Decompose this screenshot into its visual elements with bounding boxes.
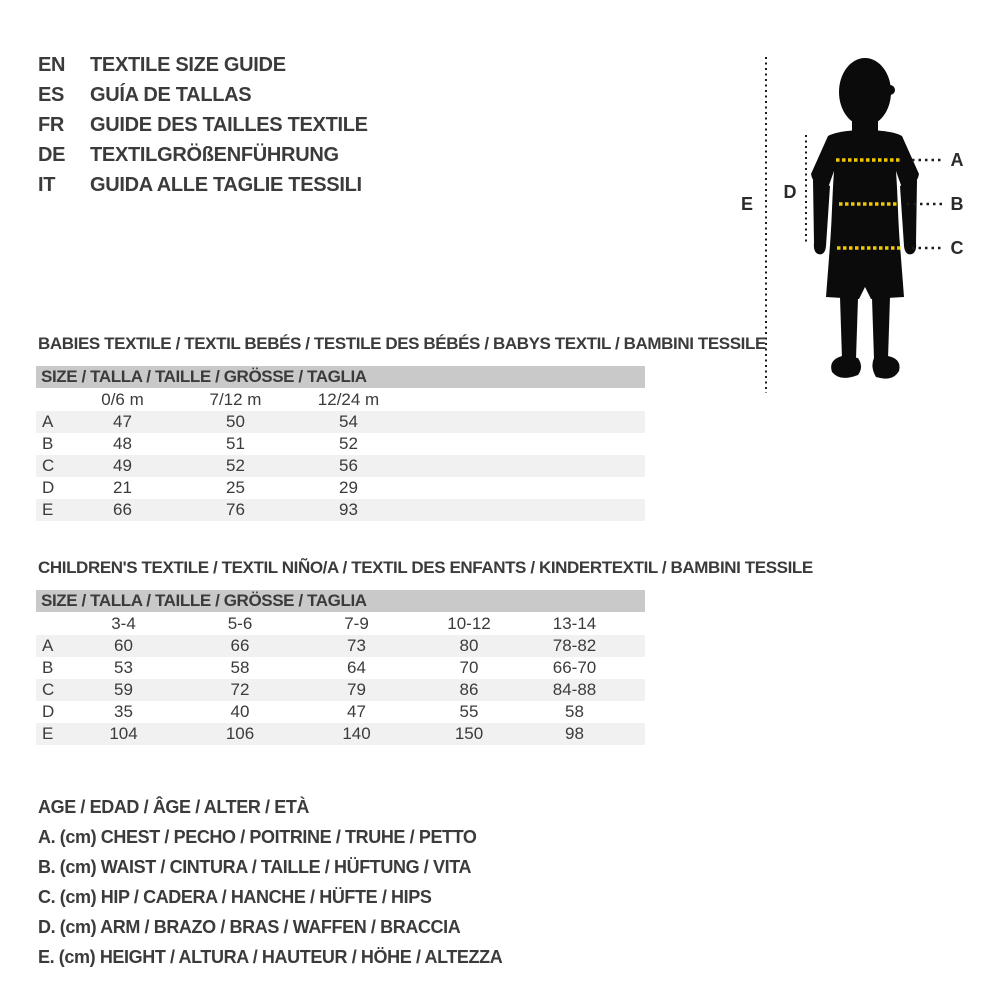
row-label: E [42, 724, 54, 743]
table-cell: 79 [347, 680, 366, 699]
children-table-rows [36, 635, 645, 745]
marker-label-c: C [950, 238, 964, 258]
language-label: GUIDA ALLE TAGLIE TESSILI [90, 173, 362, 196]
table-cell: 104 [109, 724, 138, 743]
babies-column-header-row [36, 388, 645, 411]
language-code: ES [38, 83, 65, 106]
table-cell: 80 [459, 636, 479, 655]
marker-label-d: D [783, 182, 797, 202]
legend-line: AGE / EDAD / ÂGE / ALTER / ETÀ [38, 797, 310, 817]
table-cell: 54 [339, 412, 358, 431]
row-label: D [42, 702, 55, 721]
table-cell: 66 [230, 636, 250, 655]
table-cell: 55 [459, 702, 479, 721]
table-cell: 72 [230, 680, 250, 699]
babies-size-table [36, 366, 645, 521]
table-cell: 76 [226, 500, 245, 519]
table-cell: 150 [454, 724, 484, 743]
column-spacer [36, 612, 66, 635]
children-section-title: CHILDREN'S TEXTILE / TEXTIL NIÑO/A / TEXTIL DES ENFANTS / KINDERTEXTIL / BAMBINI TESSILE [38, 558, 813, 577]
language-code: EN [38, 53, 66, 76]
table-cell: 29 [339, 478, 358, 497]
language-row [38, 170, 368, 200]
children-column-header-row [36, 612, 645, 635]
table-cell: 106 [225, 724, 255, 743]
table-cell: 56 [339, 456, 358, 475]
table-cell: 51 [226, 434, 245, 453]
table-cell: 25 [226, 478, 245, 497]
table-cell: 84-88 [552, 680, 597, 699]
marker-label-a: A [950, 150, 964, 170]
table-cell: 49 [113, 456, 132, 475]
babies-section-title: BABIES TEXTILE / TEXTIL BEBÉS / TESTILE DES BÉBÉS / BABYS TEXTIL / BAMBINI TESSILE [38, 334, 766, 353]
column-header: 5-6 [227, 614, 253, 633]
table-cell: 66-70 [552, 658, 597, 677]
table-cell: 66 [113, 500, 132, 519]
table-cell: 48 [113, 434, 132, 453]
marker-label-e: E [740, 194, 754, 214]
row-label: A [42, 412, 54, 431]
table-row [36, 679, 645, 701]
table-cell: 93 [339, 500, 358, 519]
column-header: 10-12 [447, 614, 491, 633]
language-label: GUIDE DES TAILLES TEXTILE [90, 113, 368, 136]
legend-line: C. (cm) HIP / CADERA / HANCHE / HÜFTE / HIPS [38, 887, 432, 907]
table-row [36, 433, 645, 455]
row-label: D [42, 478, 55, 497]
row-label: C [42, 456, 55, 475]
language-code: FR [38, 113, 65, 136]
table-cell: 59 [114, 680, 133, 699]
column-header: 3-4 [111, 614, 136, 633]
table-row [36, 477, 645, 499]
table-cell: 140 [342, 724, 371, 743]
table-cell: 47 [347, 702, 366, 721]
table-cell: 35 [114, 702, 133, 721]
legend-line: E. (cm) HEIGHT / ALTURA / HAUTEUR / HÖHE / ALTEZZA [38, 947, 503, 967]
language-label: TEXTILE SIZE GUIDE [90, 53, 286, 76]
legend-line: D. (cm) ARM / BRAZO / BRAS / WAFFEN / BRACCIA [38, 917, 461, 937]
table-cell: 53 [114, 658, 133, 677]
table-cell: 86 [459, 680, 479, 699]
column-header: 12/24 m [317, 390, 380, 409]
table-cell: 52 [339, 434, 358, 453]
table-cell: 58 [565, 702, 584, 721]
row-label: E [42, 500, 54, 519]
marker-label-b: B [950, 194, 964, 214]
column-header: 0/6 m [101, 390, 144, 409]
children-size-header: SIZE / TALLA / TAILLE / GRÖSSE / TAGLIA [36, 590, 645, 612]
table-row [36, 499, 645, 521]
row-label: C [42, 680, 55, 699]
child-silhouette-icon [811, 58, 919, 379]
language-list [38, 50, 368, 200]
babies-table-rows [36, 411, 645, 521]
table-row [36, 411, 645, 433]
table-row [36, 455, 645, 477]
table-cell: 47 [113, 412, 132, 431]
legend-line: B. (cm) WAIST / CINTURA / TAILLE / HÜFTUNG / VITA [38, 857, 472, 877]
language-row [38, 110, 368, 140]
table-cell: 21 [113, 478, 132, 497]
table-cell: 58 [230, 658, 250, 677]
table-cell: 50 [226, 412, 245, 431]
language-row [38, 140, 368, 170]
language-row [38, 50, 368, 80]
column-header: 7-9 [344, 614, 369, 633]
table-cell: 52 [226, 456, 245, 475]
row-label: A [42, 636, 54, 655]
language-code: DE [38, 143, 66, 166]
table-row [36, 635, 645, 657]
legend-line: A. (cm) CHEST / PECHO / POITRINE / TRUHE / PETTO [38, 827, 477, 847]
table-cell: 78-82 [552, 636, 597, 655]
column-header: 7/12 m [209, 390, 262, 409]
language-label: TEXTILGRÖßENFÜHRUNG [90, 143, 339, 166]
table-row [36, 701, 645, 723]
column-spacer [36, 388, 66, 411]
language-label: GUÍA DE TALLAS [90, 83, 252, 106]
table-cell: 64 [347, 658, 366, 677]
table-row [36, 657, 645, 679]
language-row [38, 80, 368, 110]
row-label: B [42, 658, 54, 677]
measurement-legend [38, 792, 502, 972]
row-label: B [42, 434, 54, 453]
children-size-table [36, 590, 645, 745]
table-cell: 40 [230, 702, 250, 721]
table-cell: 98 [565, 724, 584, 743]
language-code: IT [38, 173, 56, 196]
babies-size-header: SIZE / TALLA / TAILLE / GRÖSSE / TAGLIA [36, 366, 645, 388]
column-header: 13-14 [552, 614, 597, 633]
table-row [36, 723, 645, 745]
table-cell: 60 [114, 636, 133, 655]
table-cell: 73 [347, 636, 366, 655]
table-cell: 70 [459, 658, 479, 677]
